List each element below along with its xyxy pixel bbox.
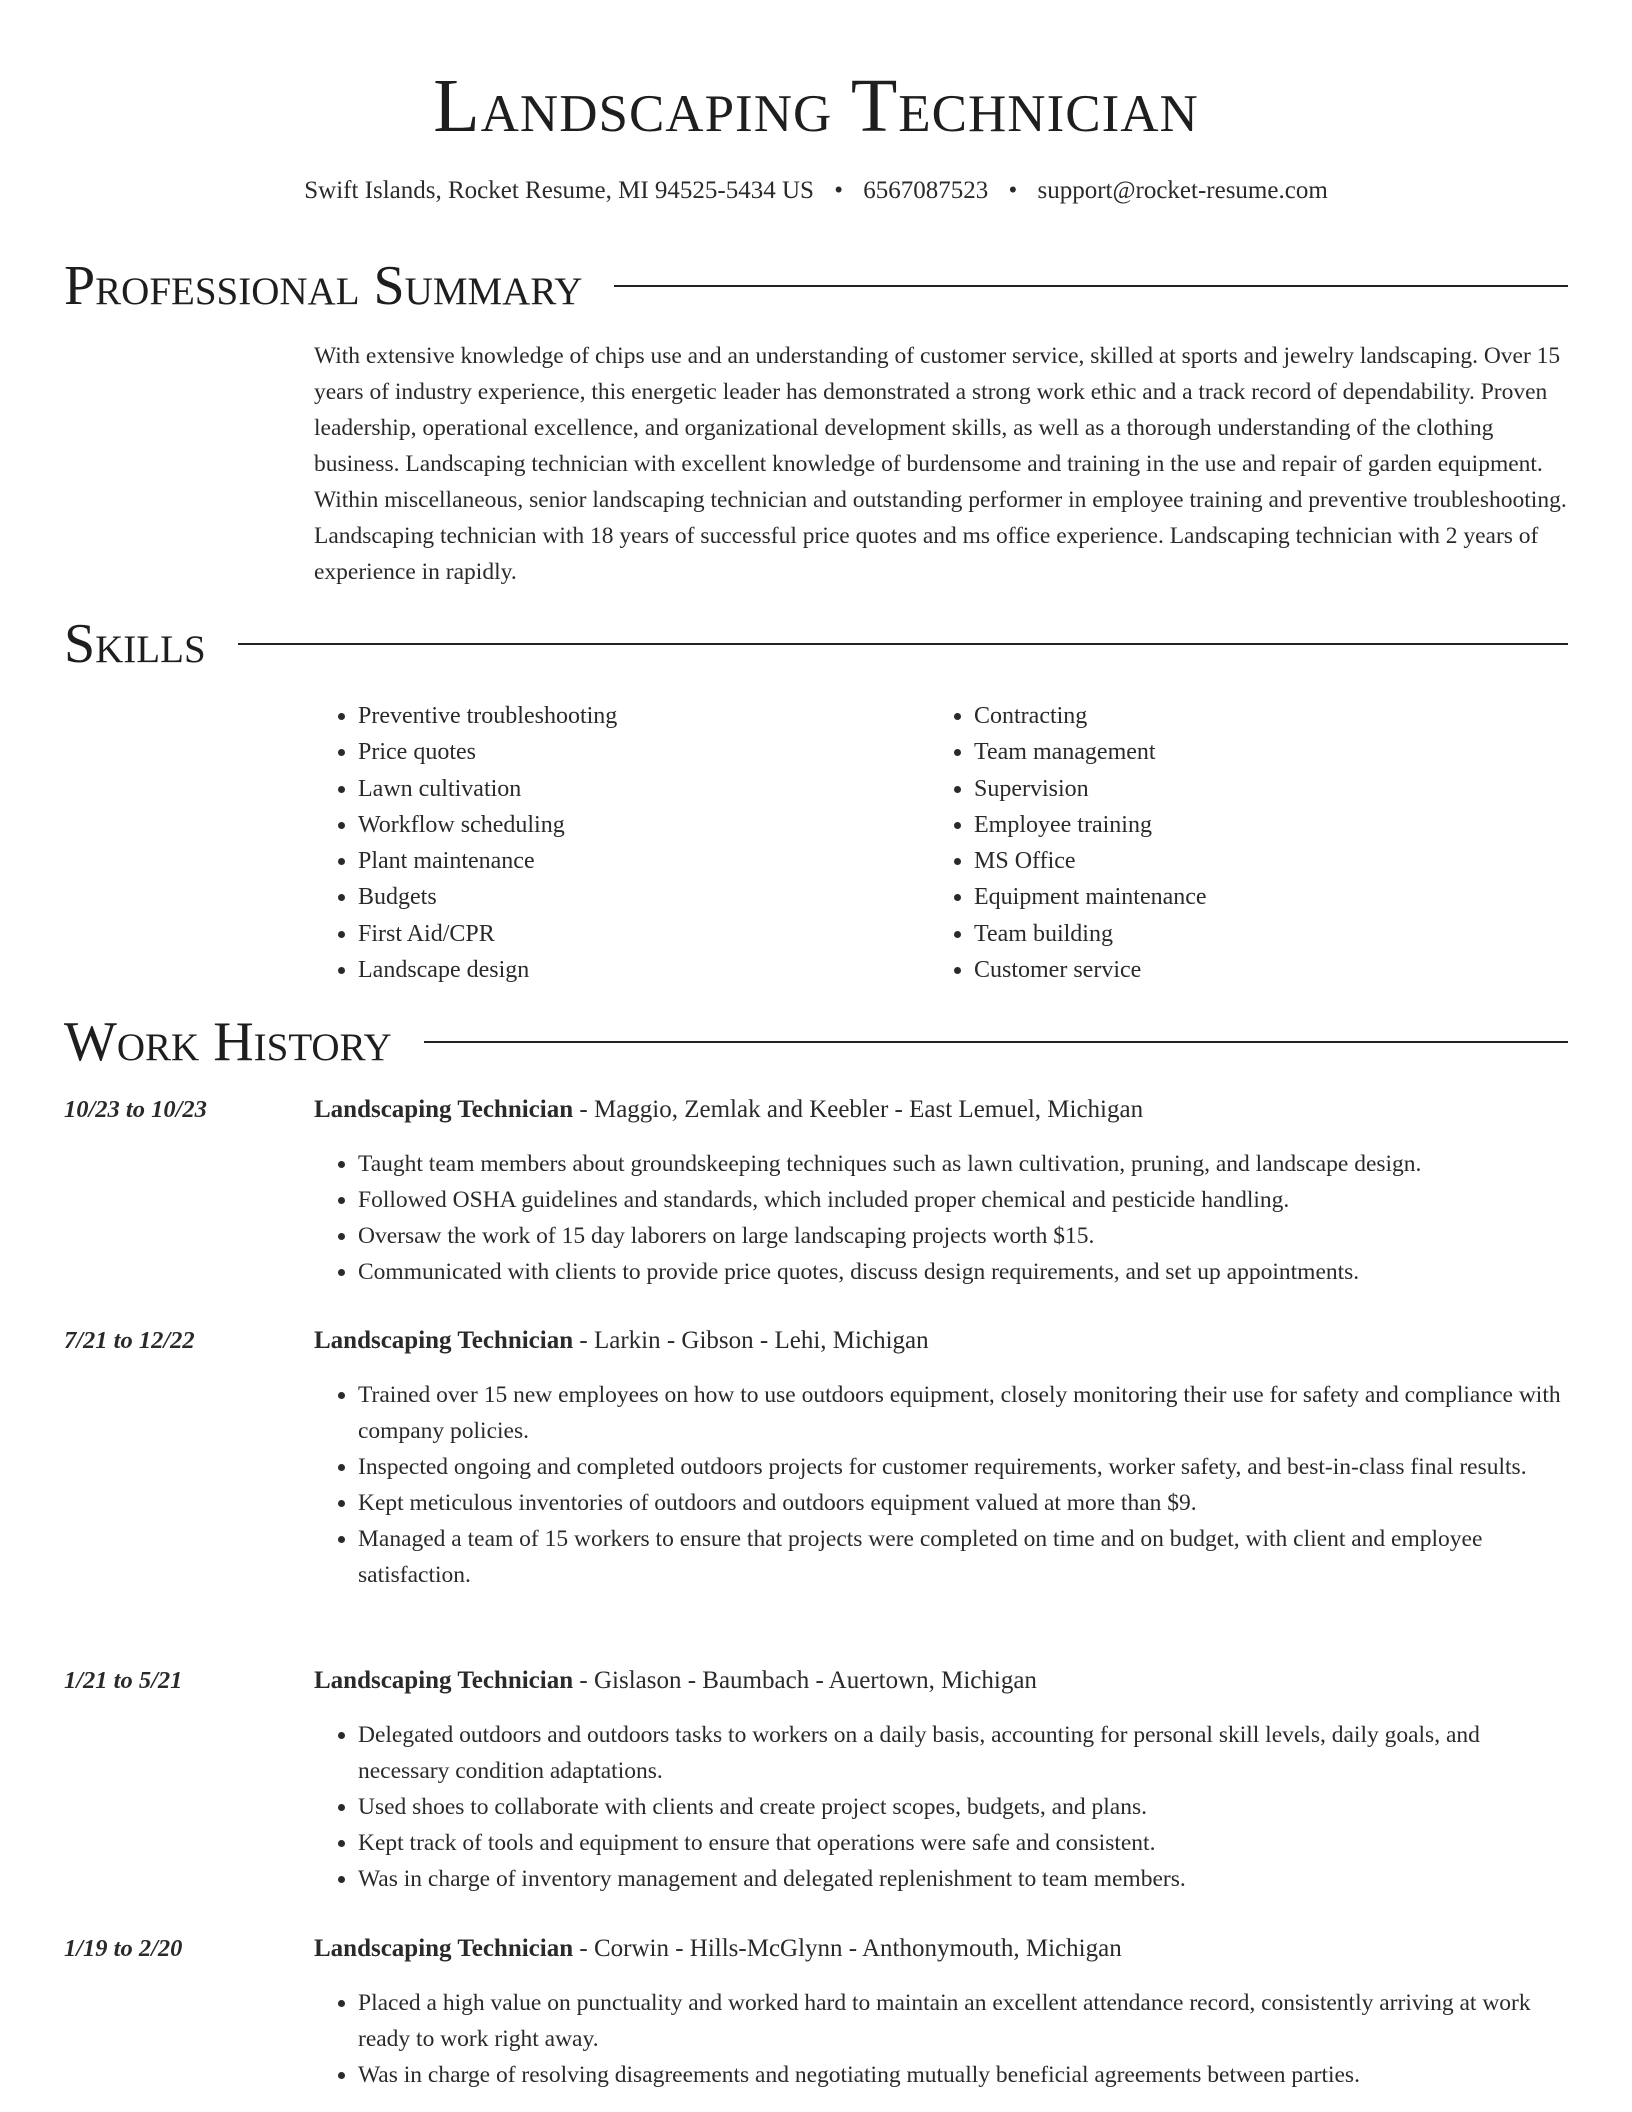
job-bullet: • Managed a team of 15 workers to ensure that projects were completed on time and on budget, with client and employee satisfaction.	[358, 1521, 1568, 1593]
skill-item: • Price quotes	[358, 734, 930, 770]
skills-section-header	[64, 612, 1568, 676]
skills-column-right	[930, 698, 1546, 988]
job-title: Landscaping Technician	[314, 1096, 574, 1123]
skill-item: • Supervision	[974, 771, 1546, 807]
job-bullet: • Trained over 15 new employees on how to use outdoors equipment, closely monitoring their use for safety and compliance with company policies.	[358, 1377, 1568, 1449]
work-section-title: Work History	[64, 1011, 392, 1073]
contact-line	[0, 174, 1632, 208]
skill-item: • Landscape design	[358, 952, 930, 988]
job-bullet: • Oversaw the work of 15 day laborers on large landscaping projects worth $15.	[358, 1218, 1568, 1254]
contact-phone: 6567087523	[863, 177, 989, 204]
job-title: Landscaping Technician	[314, 1935, 574, 1962]
contact-email: support@rocket-resume.com	[1037, 177, 1328, 204]
job-bullet: • Inspected ongoing and completed outdoors projects for customer requirements, worker safety, and best-in-class final results.	[358, 1449, 1568, 1485]
skill-item: • Employee training	[974, 807, 1546, 843]
summary-section-header	[64, 254, 1568, 318]
job-bullet: • Kept meticulous inventories of outdoors and outdoors equipment valued at more than $9.	[358, 1485, 1568, 1521]
job-bullet: • Used shoes to collaborate with clients and create project scopes, budgets, and plans.	[358, 1789, 1568, 1825]
job-bullet: • Was in charge of inventory management and delegated replenishment to team members.	[358, 1861, 1568, 1897]
job-bullet-list	[314, 1377, 1568, 1593]
section-divider	[238, 643, 1568, 645]
job-dates: 1/21 to 5/21	[64, 1667, 183, 1694]
job-bullet: • Was in charge of resolving disagreements and negotiating mutually beneficial agreements between parties.	[358, 2057, 1568, 2093]
skill-item: • Team building	[974, 916, 1546, 952]
resume-name: Landscaping Technician	[433, 64, 1199, 148]
job-employer-location: - Corwin - Hills-McGlynn - Anthonymouth, Michigan	[573, 1935, 1122, 1962]
job-employer-location: - Maggio, Zemlak and Keebler - East Lemuel, Michigan	[573, 1096, 1144, 1123]
job-bullet: • Followed OSHA guidelines and standards, which included proper chemical and pesticide handling.	[358, 1182, 1568, 1218]
skill-item: • Workflow scheduling	[358, 807, 930, 843]
work-section-header	[64, 1010, 1568, 1074]
skills-list	[314, 698, 1564, 988]
job-dates: 10/23 to 10/23	[64, 1096, 207, 1123]
job-employer-location: - Gislason - Baumbach - Auertown, Michigan	[573, 1667, 1037, 1694]
contact-address: Swift Islands, Rocket Resume, MI 94525-5434 US	[304, 177, 814, 204]
contact-separator: •	[1008, 177, 1018, 204]
skill-item: • Contracting	[974, 698, 1546, 734]
job-header	[314, 1323, 929, 1359]
skills-column-left	[314, 698, 930, 988]
job-header	[314, 1663, 1037, 1699]
section-divider	[614, 285, 1568, 287]
job-bullet: • Kept track of tools and equipment to ensure that operations were safe and consistent.	[358, 1825, 1568, 1861]
job-bullet-list	[314, 1146, 1568, 1290]
job-employer-location: - Larkin - Gibson - Lehi, Michigan	[573, 1327, 929, 1354]
job-bullet: • Communicated with clients to provide price quotes, discuss design requirements, and set up appointments.	[358, 1254, 1568, 1290]
skill-item: • Team management	[974, 734, 1546, 770]
job-title: Landscaping Technician	[314, 1667, 574, 1694]
skill-item: • Preventive troubleshooting	[358, 698, 930, 734]
job-dates: 7/21 to 12/22	[64, 1327, 195, 1354]
section-divider	[424, 1041, 1568, 1043]
skill-item: • Budgets	[358, 879, 930, 915]
skill-item: • MS Office	[974, 843, 1546, 879]
job-bullet: • Delegated outdoors and outdoors tasks to workers on a daily basis, accounting for personal skill levels, daily goals, and necessary condition adaptations.	[358, 1717, 1568, 1789]
summary-text: With extensive knowledge of chips use and an understanding of customer service, skilled at sports and jewelry landscaping. Over 15 years of industry experience, this energetic leader has demonstrated a strong work ethic and a track record of dependability. Proven leadership, operational excellence, and organizational development skills, as well as a thorough understanding of the clothing business. Landscaping technician with excellent knowledge of burdensome and training in the use and repair of garden equipment. Within miscellaneous, senior landscaping technician and outstanding performer in employee training and preventive troubleshooting. Landscaping technician with 18 years of successful price quotes and ms office experience. Landscaping technician with 2 years of experience in rapidly.	[314, 343, 1567, 585]
contact-separator: •	[834, 177, 843, 204]
skill-item: • Equipment maintenance	[974, 879, 1546, 915]
job-dates: 1/19 to 2/20	[64, 1935, 183, 1962]
job-bullet-list	[314, 1985, 1568, 2093]
skill-item: • Plant maintenance	[358, 843, 930, 879]
skill-item: • Lawn cultivation	[358, 771, 930, 807]
job-header	[314, 1931, 1122, 1967]
summary-section-title: Professional Summary	[64, 255, 583, 317]
job-bullet-list	[314, 1717, 1568, 1897]
skills-section-title: Skills	[64, 613, 206, 675]
skill-item: • First Aid/CPR	[358, 916, 930, 952]
job-header	[314, 1092, 1143, 1128]
job-title: Landscaping Technician	[314, 1327, 574, 1354]
job-bullet: • Placed a high value on punctuality and worked hard to maintain an excellent attendance record, consistently arriving at work ready to work right away.	[358, 1985, 1568, 2057]
skill-item: • Customer service	[974, 952, 1546, 988]
job-bullet: • Taught team members about groundskeeping techniques such as lawn cultivation, pruning, and landscape design.	[358, 1146, 1568, 1182]
